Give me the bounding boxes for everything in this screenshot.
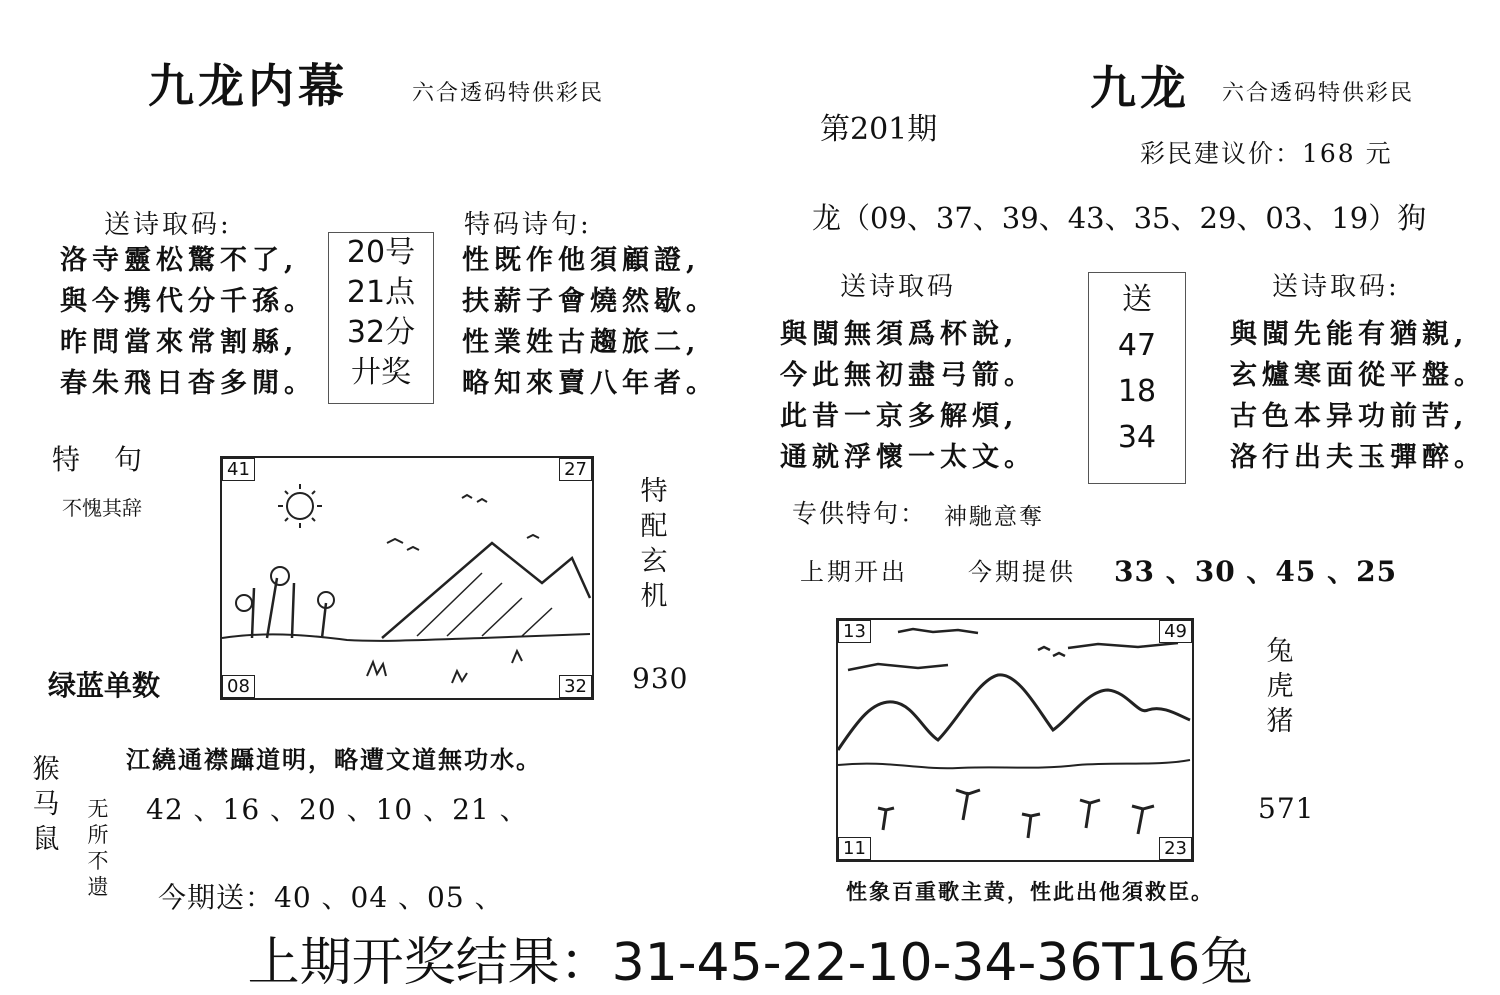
vertical-char: 不 <box>87 849 109 873</box>
vertical-char: 兔 <box>1266 636 1294 667</box>
poem-line: 今此無初盡弓箭。 <box>780 360 1036 391</box>
poem-line: 春朱飛日杳多閒。 <box>60 368 316 399</box>
picture-number: 41 <box>222 458 255 481</box>
right-side-vertical <box>1264 634 1296 739</box>
right-code-box <box>1088 272 1186 484</box>
poem-line: 略知來賣八年者。 <box>462 368 718 399</box>
poem-line: 通就浮懷一太文。 <box>780 442 1036 473</box>
issue-number: 第201期 <box>820 112 938 147</box>
left-title: 九龙内幕 <box>148 59 348 113</box>
dragon-line: 龙（09、37、39、43、35、29、03、19）狗 <box>812 201 1427 235</box>
box-line: 47 <box>1117 328 1157 363</box>
picture-number: 27 <box>559 458 592 481</box>
left-poem <box>60 240 316 404</box>
landscape-drawing <box>222 458 592 698</box>
left-zodiac-vertical <box>30 752 62 857</box>
special-label: 专供特句： <box>792 499 928 528</box>
last-open-label: 上期开出 <box>800 558 908 586</box>
special-text: 神馳意奪 <box>944 504 1044 530</box>
poem-line: 古色本异功前苦, <box>1230 401 1469 432</box>
picture-number: 23 <box>1159 837 1192 860</box>
box-line: 20号 <box>346 235 416 270</box>
right-poem-left <box>780 314 1036 478</box>
right-side-number: 571 <box>1258 792 1315 825</box>
vertical-char: 虎 <box>1266 671 1294 702</box>
vertical-char: 特 <box>640 476 668 507</box>
left-poem-label: 送诗取码: <box>104 210 232 240</box>
left-side-vertical <box>638 474 670 614</box>
poem-line: 洛行出夫玉彈醉。 <box>1230 442 1486 473</box>
left-verse: 江繞通襟躡道明，略遭文道無功水。 <box>126 745 542 774</box>
poem-line: 洛寺靈松驚不了, <box>60 245 299 276</box>
left-today-send: 今期送：40 、04 、05 、 <box>158 881 504 914</box>
poem-line: 扶薪子會燒然歇。 <box>462 286 718 317</box>
poem-line: 與閩先能有猶親, <box>1230 319 1469 350</box>
poem-line: 性既作他須顧證, <box>462 245 701 276</box>
vertical-char: 无 <box>87 797 109 821</box>
right-landscape-picture <box>836 618 1194 862</box>
vertical-char: 机 <box>640 581 668 612</box>
right-verse: 性象百重歌主黄，性此出他須救臣。 <box>846 879 1214 904</box>
box-line: 18 <box>1117 374 1157 409</box>
box-line: 32分 <box>346 315 416 350</box>
left-numbers-line: 42 、16 、20 、10 、21 、 <box>146 793 529 826</box>
vertical-char: 配 <box>640 511 668 542</box>
right-subtitle: 六合透码特供彩民 <box>1222 81 1415 106</box>
last-result: 上期开奖结果：31-45-22-10-34-36T16兔 <box>247 933 1253 993</box>
vertical-char: 猪 <box>1266 706 1294 737</box>
poem-line: 此昔一京多解煩, <box>780 401 1019 432</box>
vertical-char: 所 <box>87 823 109 847</box>
vertical-char: 猴 <box>32 754 60 785</box>
today-provide-label: 今期提供 <box>968 558 1076 586</box>
left-side-number: 930 <box>632 662 689 695</box>
today-numbers: 33 、30 、45 、25 <box>1114 555 1398 588</box>
poem-line: 與今携代分千孫。 <box>60 286 316 317</box>
picture-number: 08 <box>222 675 255 698</box>
box-line: 21点 <box>346 275 416 310</box>
left-teju-text: 不愧其辞 <box>62 496 142 520</box>
price: 彩民建议价：168 元 <box>1140 139 1393 168</box>
right-poem-label-left: 送诗取码 <box>840 272 957 302</box>
vertical-char: 马 <box>32 789 60 820</box>
left-wusuo-vertical <box>82 796 114 900</box>
poem-line: 性業姓古趨旅二, <box>462 327 701 358</box>
left-tema-label: 特码诗句: <box>464 210 592 240</box>
vertical-char: 鼠 <box>32 824 60 855</box>
right-poem-right <box>1230 314 1486 478</box>
picture-number: 32 <box>559 675 592 698</box>
left-teju-label: 特 句 <box>52 443 146 476</box>
picture-number: 13 <box>838 620 871 643</box>
left-landscape-picture <box>220 456 594 700</box>
box-line: 34 <box>1117 420 1157 455</box>
vertical-char: 玄 <box>640 546 668 577</box>
box-line: 廾奖 <box>351 355 411 390</box>
poem-line: 與閩無須爲杯說, <box>780 319 1019 350</box>
right-poem-label-right: 送诗取码: <box>1272 272 1400 302</box>
left-green-blue: 绿蓝单数 <box>48 669 161 702</box>
poem-line: 昨問當來常割縣, <box>60 327 299 358</box>
poem-line: 玄爐寒面從平盤。 <box>1230 360 1486 391</box>
left-subtitle: 六合透码特供彩民 <box>412 81 605 106</box>
picture-number: 11 <box>838 837 871 860</box>
box-line: 送 <box>1122 282 1152 317</box>
left-tema-poem <box>462 240 718 404</box>
picture-number: 49 <box>1159 620 1192 643</box>
vertical-char: 遗 <box>87 875 109 899</box>
right-title: 九龙 <box>1090 61 1190 115</box>
left-code-box <box>328 232 434 404</box>
landscape-drawing <box>838 620 1192 860</box>
